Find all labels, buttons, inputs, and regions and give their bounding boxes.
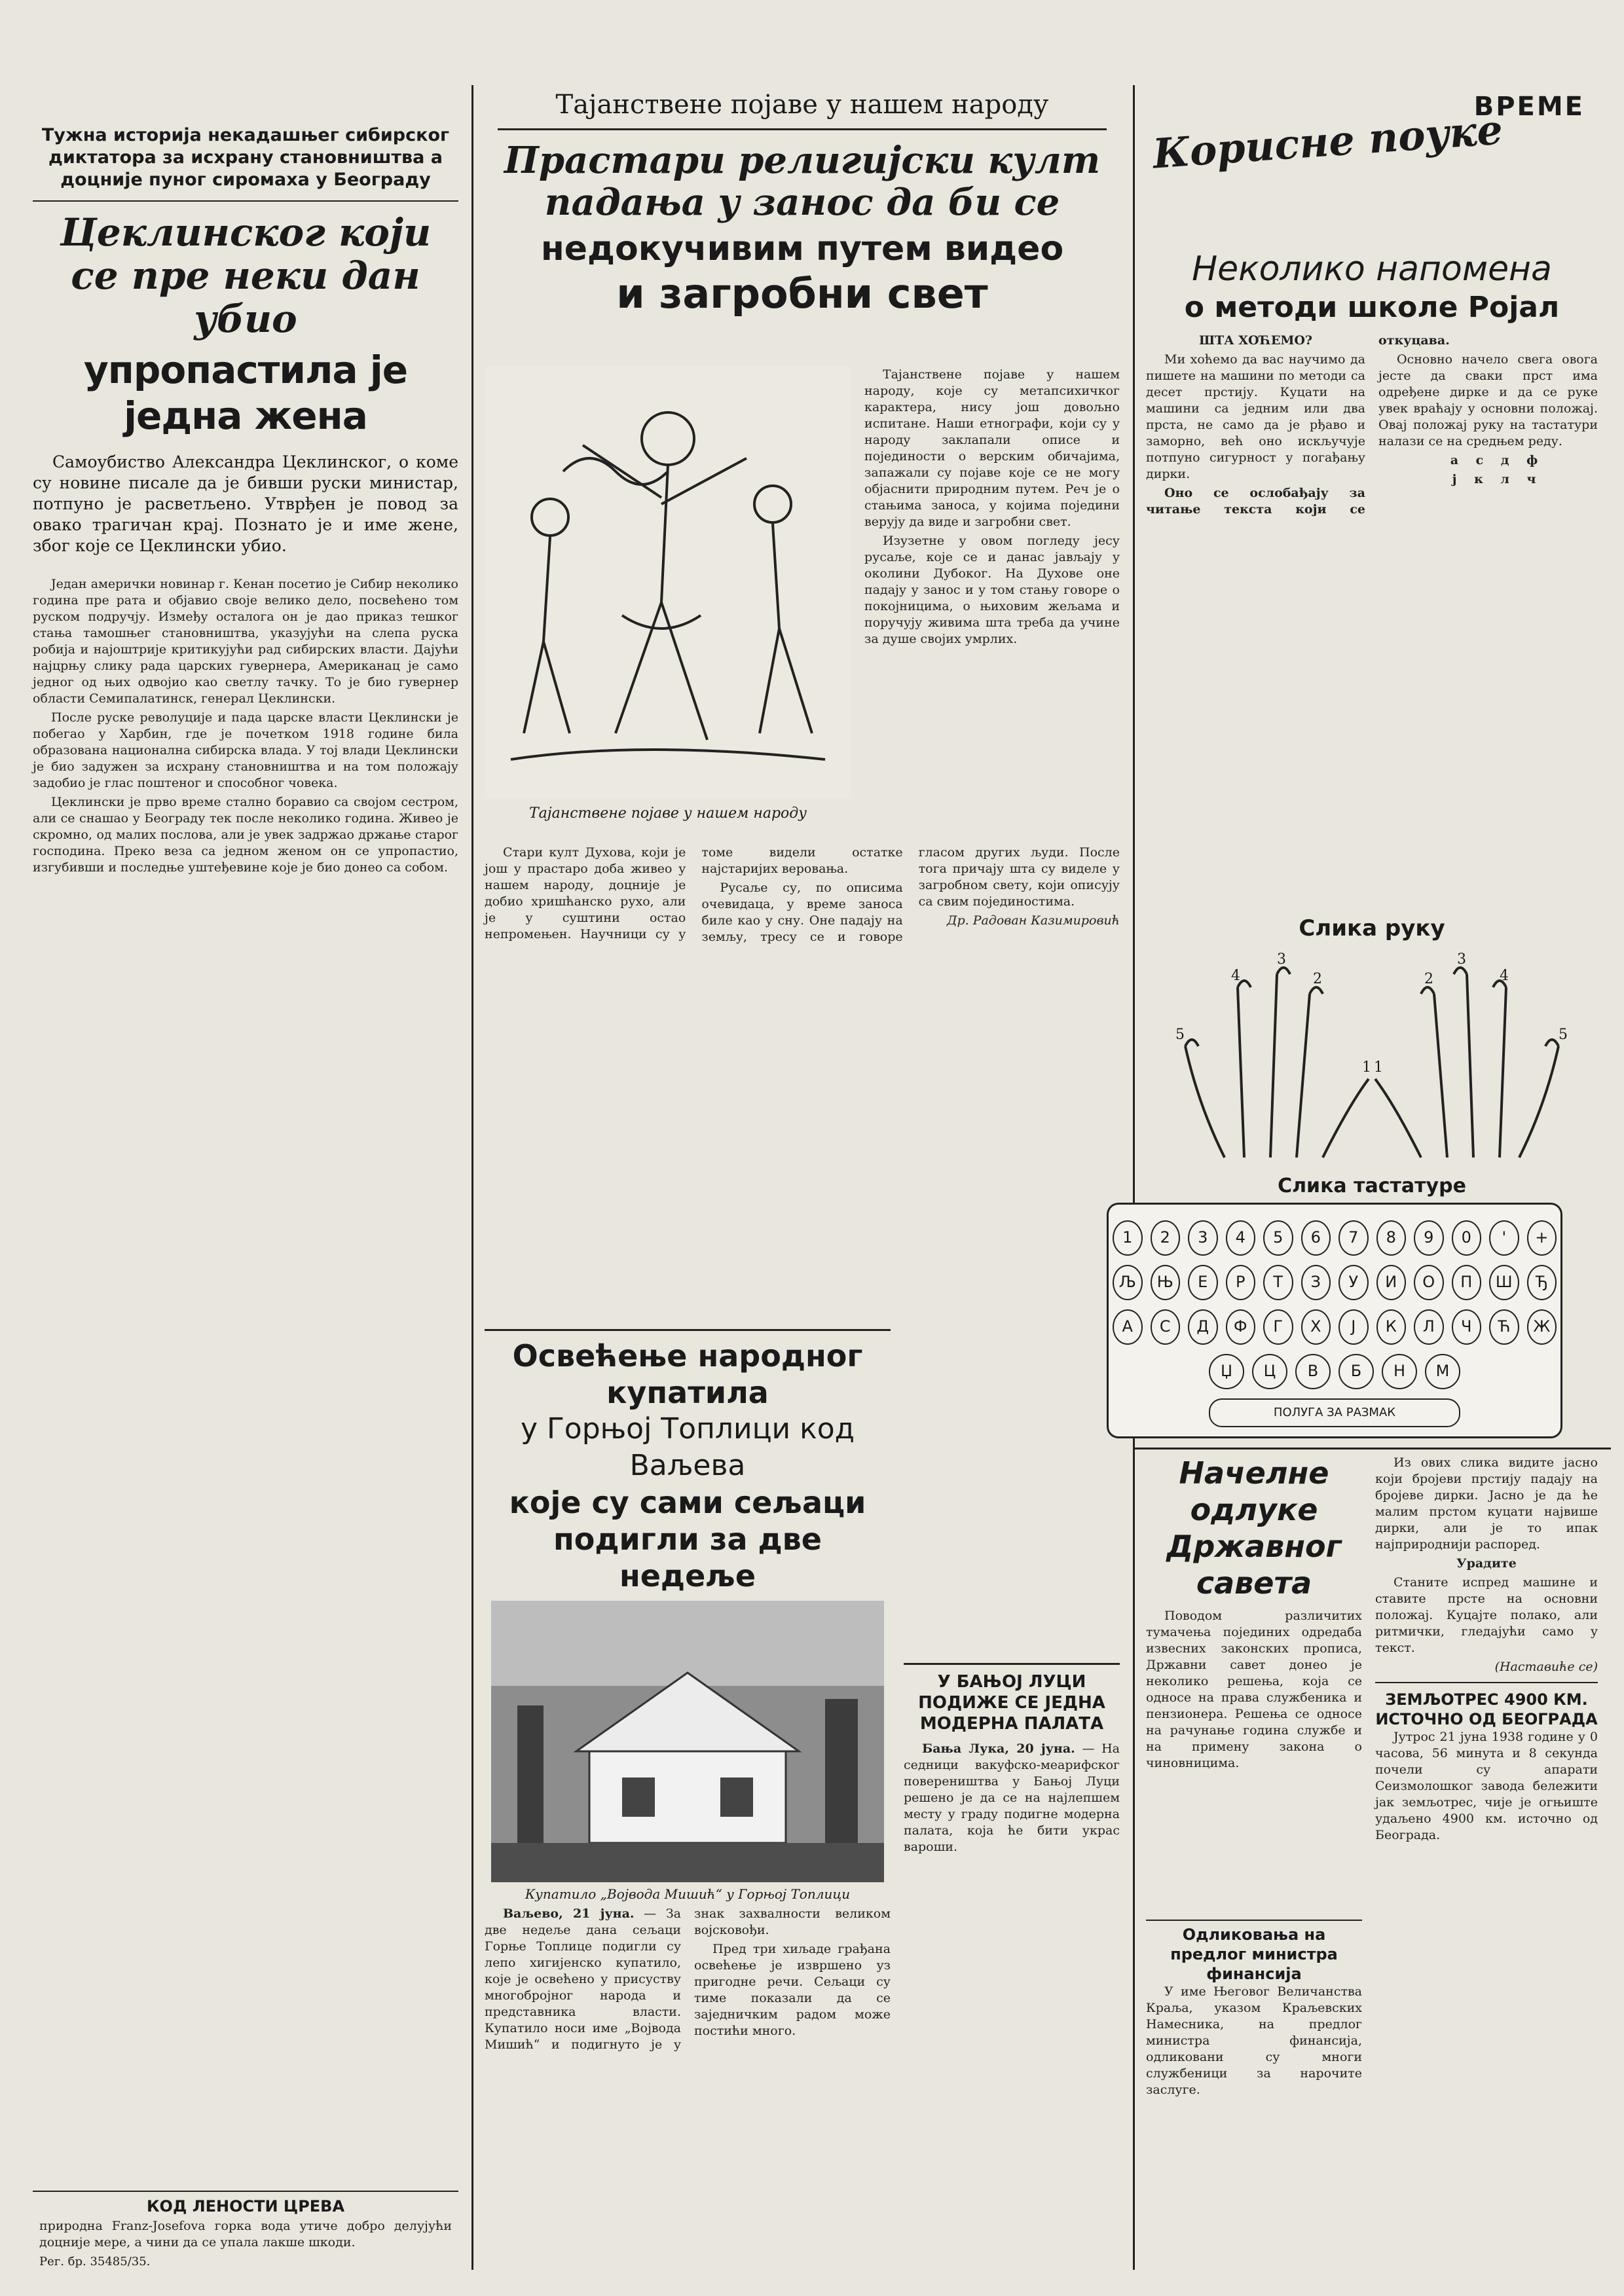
paragraph: У име Његовог Величанства Краља, указом Краљевских Намесника, на предлог министра финансија, одликовани су многи службеници за нарочите заслуге. bbox=[1146, 1984, 1362, 2097]
finger-number: 3 bbox=[1457, 951, 1466, 968]
column-middle bbox=[485, 26, 1120, 2270]
finger-number: 3 bbox=[1277, 951, 1286, 968]
article-body bbox=[1375, 1455, 1598, 1675]
banja-headline: У БАЊОЈ ЛУЦИ ПОДИЖЕ СЕ ЈЕДНА МОДЕРНА ПАЛАТА bbox=[918, 1672, 1105, 1734]
article-body bbox=[33, 576, 458, 876]
lower-columns bbox=[1146, 1455, 1598, 2147]
keyboard-key: Њ bbox=[1151, 1265, 1181, 1300]
spa-body bbox=[485, 1906, 891, 2181]
finance-body bbox=[1146, 1984, 1362, 2147]
hands-illustration bbox=[1146, 948, 1598, 1164]
paragraph: Стари култ Духова, који је још у прастаро доба живео у нашем народу, доцније је добио хришћанско рухо, али је у суштини остао непромењен. Научници су у томе видели остатке најстаријих веровања. bbox=[485, 845, 903, 941]
divider bbox=[1133, 1448, 1611, 1449]
subheading: ШТА ХОЋЕМО? bbox=[1198, 333, 1313, 348]
spa-deck: које су сами сељаци подигли за две недеље bbox=[509, 1485, 866, 1594]
paragraph: Један амерички новинар г. Кенан посетио је Сибир неколико година пре рата и објавио своје велико дело, посвећено том руском подручју. Између осталога он је дао приказ тешког стања тамошњег становништва, указујући на слепа руска робија и најоштрије критикујући рад сибирских власти. Дајући најцрњу слику рада царских гувернера, Американац је само једног од њих одвојио као светлу тачку. То је био гувернер области Семипалатинск, генерал Цеклински. bbox=[33, 577, 458, 706]
paragraph: Тајанствене појаве у нашем народу, које су метапсихичког карактера, нису још довољно испитане. Наши етнографи, који су у народу заклапали описе и појединости о верским обичајима, запажали су појаве које се не могу објаснити природним путем. Реч је о стањима заноса, у којима поједини верују да виде и загробни свет. bbox=[864, 367, 1120, 529]
finger-number: 2 bbox=[1424, 971, 1433, 987]
spa-caption: Купатило „Војвода Мишић“ у Горњој Топлици bbox=[525, 1886, 851, 1902]
typing-lesson-continued bbox=[1375, 1455, 1598, 2147]
keyboard-key: 7 bbox=[1338, 1220, 1369, 1256]
registration-number: Рег. бр. 35485/35. bbox=[39, 2255, 151, 2269]
paragraph: Ми хоћемо да вас научимо да пишете на машини по методи са десет прстију. Куцати на машини са једним или два прста, не само да је рђаво и заморно, већ оно искључује потпуно сигурност у погађању дирки. bbox=[1146, 352, 1365, 481]
keyboard-key: Ј bbox=[1338, 1309, 1369, 1345]
quake-headline: ЗЕМЉОТРЕС 4900 КМ. ИСТОЧНО ОД БЕОГРАДА bbox=[1375, 1690, 1598, 1728]
keyboard-key: 2 bbox=[1151, 1220, 1181, 1256]
banja-article bbox=[904, 1663, 1120, 1858]
paragraph: Станите испред машине и ставите прсте на основни положај. Куцајте полако, али ритмички, гледајући само у текст. bbox=[1375, 1575, 1598, 1655]
keyboard-key: Л bbox=[1414, 1309, 1444, 1345]
keyboard-key: 8 bbox=[1376, 1220, 1407, 1256]
divider bbox=[498, 128, 1107, 130]
masthead-title: Корисне поуке bbox=[1151, 105, 1504, 178]
spa-body-text: — За две недеље дана сељаци Горње Топлице подигли су лепо хигијенско купатило, које је освећено у присуству многобројног народа и представника власти. Купатило носи име „Војвода Мишић“ и подигнуто је у знак захвалности великом војсковођи. bbox=[485, 1906, 891, 2052]
keyboard-key: Ђ bbox=[1527, 1265, 1557, 1300]
article-body bbox=[1146, 333, 1598, 909]
banja-dateline: Бања Лука, 20 јуна. bbox=[922, 1741, 1075, 1756]
illustration-caption: Тајанствене појаве у нашем народу bbox=[529, 805, 807, 822]
keyboard-key: 5 bbox=[1263, 1220, 1293, 1256]
keyboard-key: Т bbox=[1263, 1265, 1293, 1300]
keyboard-key: 6 bbox=[1301, 1220, 1331, 1256]
spa-dateline: Ваљево, 21 јуна. bbox=[503, 1906, 635, 1921]
finger-number: 4 bbox=[1231, 968, 1240, 984]
keyboard-key: Ф bbox=[1226, 1309, 1256, 1345]
keyboard-key: С bbox=[1151, 1309, 1181, 1345]
figure-hands-title: Слика руку bbox=[1299, 915, 1445, 941]
legal-body bbox=[1146, 1608, 1362, 1916]
keyboard-key: + bbox=[1527, 1220, 1557, 1256]
keyboard-key: 4 bbox=[1226, 1220, 1256, 1256]
headline-tertiary: и загробни свет bbox=[616, 270, 988, 318]
keyboard-key: Ц bbox=[1252, 1354, 1287, 1389]
keyboard-key: К bbox=[1376, 1309, 1407, 1345]
keyboard-key: ' bbox=[1489, 1220, 1519, 1256]
quake-body bbox=[1375, 1729, 1598, 1844]
headline-secondary: о методи школе Ројал bbox=[1184, 291, 1560, 324]
keyboard-key: Љ bbox=[1113, 1265, 1143, 1300]
finger-number: 4 bbox=[1500, 968, 1509, 984]
keyboard-key: 1 bbox=[1113, 1220, 1143, 1256]
divider bbox=[1146, 1920, 1362, 1921]
notice-headline: КОД ЛЕНОСТИ ЦРЕВА bbox=[146, 2197, 345, 2215]
masthead-paper-name: ВРЕМЕ bbox=[1473, 92, 1585, 122]
keyboard-key: Ћ bbox=[1489, 1309, 1519, 1345]
keyboard-key: Д bbox=[1188, 1309, 1218, 1345]
keyboard-key: П bbox=[1452, 1265, 1482, 1300]
keyboard-key: Р bbox=[1226, 1265, 1256, 1300]
keyboard-key: 9 bbox=[1414, 1220, 1444, 1256]
keyboard-row-home bbox=[1109, 1309, 1560, 1345]
divider bbox=[33, 200, 458, 202]
legal-headline: Начелне одлуке bbox=[1179, 1455, 1329, 1527]
paragraph: Изузетне у овом погледу јесу русаље, које се и данас јављају у околини Дубоког. На Духове оне падају у занос и у том стању говоре о покојницима, о њиховим жељама и поручују живима шта треба да учине за душе својих умрлих. bbox=[864, 534, 1120, 646]
article-body bbox=[864, 367, 1120, 799]
finger-number: 2 bbox=[1313, 971, 1322, 987]
column-rule-left bbox=[471, 85, 473, 2270]
legal-article bbox=[1146, 1455, 1362, 2147]
spa-headline: Освећење народног купатила bbox=[512, 1338, 863, 1410]
keyboard-figure bbox=[1107, 1203, 1562, 1438]
keyboard-row-top bbox=[1109, 1265, 1560, 1300]
finance-headline: Одликовања на предлог министра финансија bbox=[1170, 1925, 1338, 1983]
paragraph: Основно начело свега овога јесте да сваки прст има одређене дирке и да се руке увек враћају у основни положај. Овај положај руку на тастатури налази се на средњем реду. bbox=[1378, 352, 1598, 448]
paragraph: Из ових слика видите јасно који бројеви прстију падају на бројеве дирки. Јасно је да ће малим прстом куцати највише дирки, али је то ипак најприроднији распоред. bbox=[1375, 1455, 1598, 1552]
legal-subheadline: Државног савета bbox=[1166, 1529, 1342, 1601]
spacebar: ПОЛУГА ЗА РАЗМАК bbox=[1209, 1398, 1460, 1427]
bathhouse-image bbox=[491, 1601, 884, 1882]
masthead bbox=[1146, 26, 1598, 183]
keyboard-key: Б bbox=[1338, 1354, 1374, 1389]
notice-box bbox=[33, 2191, 458, 2270]
illustration-dancers bbox=[485, 367, 851, 822]
figure-hands bbox=[1146, 948, 1598, 1164]
folk-dance-illustration bbox=[485, 367, 851, 799]
column-left bbox=[33, 26, 458, 2270]
finger-number: 1 bbox=[1374, 1059, 1383, 1076]
keyboard-key: Х bbox=[1301, 1309, 1331, 1345]
keyboard-key: Ж bbox=[1527, 1309, 1557, 1345]
spa-photo bbox=[491, 1601, 884, 1882]
paragraph: Пред три хиљаде грађана освећење је извршено уз пригодне речи. Сељаци су тиме показали да се заједничким радом може постићи много. bbox=[694, 1942, 891, 2038]
paragraph bbox=[904, 1741, 1120, 1855]
banja-body-text: — На седници вакуфско-меарифског повереништва у Бањој Луци решено је да се на најлепшем месту у граду подигне модерна палата, која ће бити украс вароши. bbox=[904, 1741, 1120, 1854]
divider bbox=[1375, 1682, 1598, 1683]
paragraph: Цеклински је прво време стално боравио са својом сестром, али се снашао у Београду тек после неколико година. Живео је скромно, од малих послова, али је увек задржао држање старог господина. Преко веза са једном женом он се упропастио, изгубивши и последње уштеђевине које је био донео са собом. bbox=[33, 795, 458, 875]
keyboard-key: И bbox=[1376, 1265, 1407, 1300]
banja-body bbox=[904, 1741, 1120, 1855]
finger-number: 5 bbox=[1175, 1027, 1185, 1043]
divider bbox=[485, 1329, 891, 1331]
spa-article bbox=[485, 1329, 891, 2181]
keyboard-key: В bbox=[1295, 1354, 1331, 1389]
keyboard-row-numbers bbox=[1109, 1220, 1560, 1256]
keyboard-key: Н bbox=[1382, 1354, 1417, 1389]
keyboard-key: Ч bbox=[1452, 1309, 1482, 1345]
column-rule-right bbox=[1133, 85, 1135, 2270]
keyboard-key: М bbox=[1425, 1354, 1460, 1389]
kicker: Тужна историја некадашњег сибирског диктатора за исхрану становништва а доцније пуног сиромаха у Београду bbox=[41, 125, 450, 190]
home-row-left: а с д ф bbox=[1450, 453, 1545, 467]
notice-text: природна Franz-Josefova горка вода утиче добро делујући доцније мере, а чини да се упала лакше шкоди. bbox=[39, 2219, 452, 2250]
headline-secondary: упропастила је једна жена bbox=[83, 348, 408, 438]
keyboard-key: Г bbox=[1263, 1309, 1293, 1345]
headline-primary: Прастари религијски култ падања у занос да би се bbox=[504, 139, 1101, 224]
keyboard-key: Џ bbox=[1209, 1354, 1244, 1389]
article-body-continued bbox=[485, 845, 1120, 1303]
series-title: Тајанствене појаве у нашем народу bbox=[555, 90, 1049, 120]
keyboard-key: Е bbox=[1188, 1265, 1218, 1300]
divider bbox=[904, 1663, 1120, 1665]
headline-primary: Неколико напомена bbox=[1192, 249, 1552, 289]
headline-secondary: недокучивим путем видео bbox=[540, 229, 1064, 268]
keyboard-key: Ш bbox=[1489, 1265, 1519, 1300]
paragraph: После руске револуције и пада царске власти Цеклински је побегао у Харбин, где је почетком 1918 године била образована национална сибирска влада. У тој влади Цеклински је био задужен за исхрану становништва и на том положају задобио је глас поштеног и способног човека. bbox=[33, 710, 458, 790]
keyboard-key: О bbox=[1414, 1265, 1444, 1300]
keyboard-key: З bbox=[1301, 1265, 1331, 1300]
column-right bbox=[1118, 26, 1598, 2270]
keyboard-key: 0 bbox=[1452, 1220, 1482, 1256]
home-row-right: ј к л ч bbox=[1452, 472, 1543, 486]
keyboard-row-bottom bbox=[1109, 1354, 1560, 1389]
headline-primary: Цеклинског који се пре неки дан убио bbox=[60, 210, 432, 341]
finger-number: 1 bbox=[1362, 1059, 1371, 1076]
keyboard-key: А bbox=[1113, 1309, 1143, 1345]
paragraph: Русаље су, по описима очевидаца, у време заноса биле као у сну. Оне падају на земљу, тресу се и говоре гласом других људи. После тога причају шта су виделе у загробном свету, који описују са свим појединостима. bbox=[701, 845, 1120, 944]
paragraph: Јутрос 21 јуна 1938 године у 0 часова, 56 минута и 8 секунда почели су апарати Сеизмолошког завода бележити јак земљотрес, чије је огњиште удаљено 4900 км. источно од Београда. bbox=[1375, 1730, 1598, 1842]
emphasis: Оно се ослобађају за читање текста који се откуцава. bbox=[1146, 333, 1450, 517]
figure-keyboard-title: Слика тастатуре bbox=[1278, 1175, 1466, 1197]
to-be-continued: (Наставиће се) bbox=[1494, 1660, 1598, 1674]
signature: Др. Радован Казимировић bbox=[947, 913, 1120, 928]
lead-paragraph: Самоубиство Александра Цеклинског, о коме су новине писале да је бивши руски министар, потпуно је расветљено. Утврђен је повод за овако трагичан крај. Познато је и име жене, због које се Цеклински убио. bbox=[33, 452, 458, 555]
spa-subheadline: у Горњој Топлици код Ваљева bbox=[520, 1412, 855, 1482]
subheading: Урадите bbox=[1456, 1556, 1517, 1571]
keyboard-key: У bbox=[1338, 1265, 1369, 1300]
keyboard-key: 3 bbox=[1188, 1220, 1218, 1256]
finger-number: 5 bbox=[1559, 1027, 1568, 1043]
paragraph: Поводом различитих тумачења појединих одредаба извесних законских прописа, Државни савет донео је неколико решења, која се односе на права службеника и пензионера. Решења се односе на рачунање година службе и на примену закона о чиновницима. bbox=[1146, 1609, 1362, 1770]
